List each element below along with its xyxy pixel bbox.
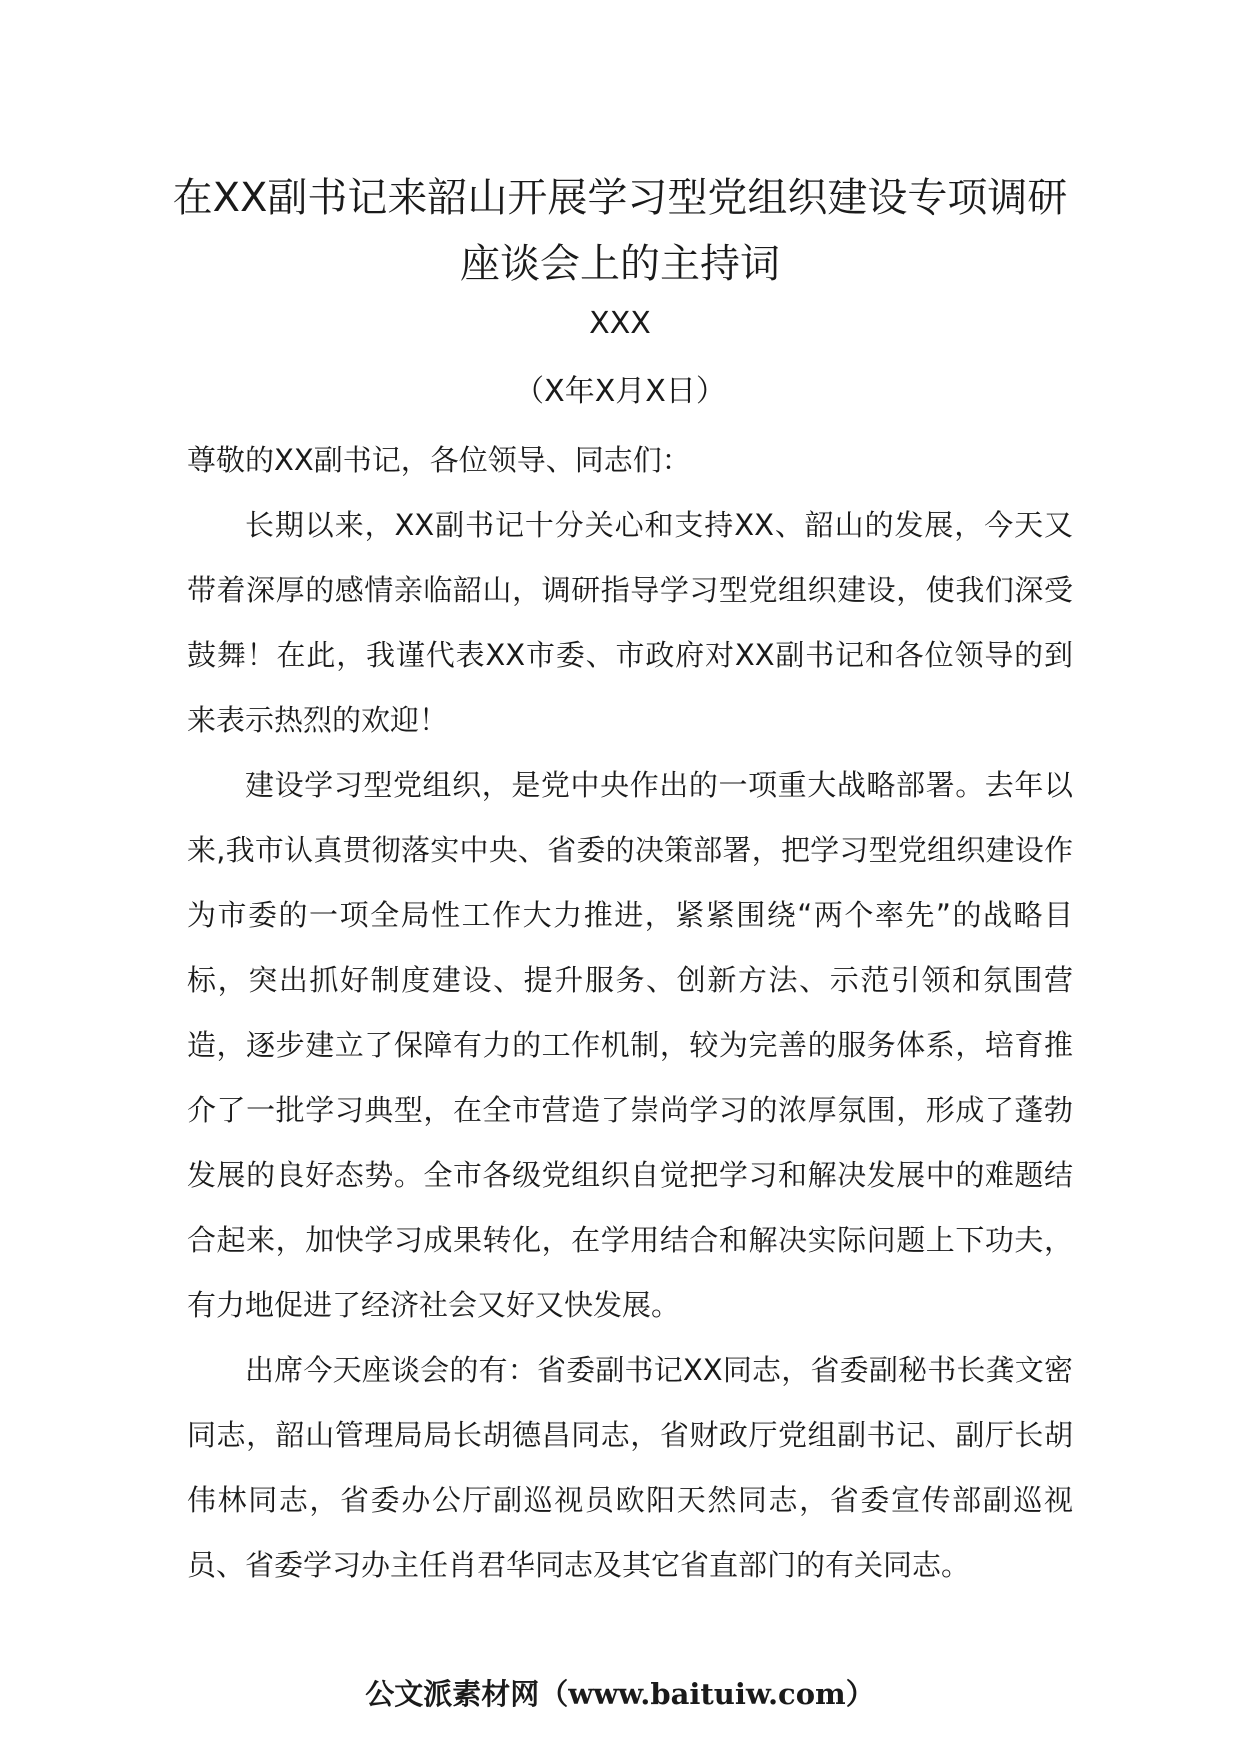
document-author: XXX: [589, 306, 651, 341]
greeting-line: 尊敬的XX副书记，各位领导、同志们：: [187, 443, 691, 477]
paragraph-attendees: 出席今天座谈会的有：省委副书记XX同志，省委副秘书长龚文密同志，韶山管理局局长胡德昌同志，省财政厅党组副书记、副厅长胡伟林同志，省委办公厅副巡视员欧阳天然同志，省委宣传部副巡视员、省委学习办主任肖君华同志及其它省直部门的有关同志。: [187, 1353, 1073, 1582]
document-title-line-2: 座谈会上的主持词: [460, 241, 780, 287]
document-title-line-1: 在XX副书记来韶山开展学习型党组织建设专项调研: [172, 175, 1068, 221]
paragraph-welcome: 长期以来，XX副书记十分关心和支持XX、韶山的发展，今天又带着深厚的感情亲临韶山，调研指导学习型党组织建设，使我们深受鼓舞！在此，我谨代表XX市委、市政府对XX副书记和各位领导的到来表示热烈的欢迎！: [187, 508, 1073, 737]
footer-source-text: 公文派素材网（www.baituiw.com）: [365, 1677, 875, 1711]
paragraph-background: 建设学习型党组织，是党中央作出的一项重大战略部署。去年以来,我市认真贯彻落实中央、省委的决策部署，把学习型党组织建设作为市委的一项全局性工作大力推进，紧紧围绕“两个率先”的战略目标，突出抓好制度建设、提升服务、创新方法、示范引领和氛围营造，逐步建立了保障有力的工作机制，较为完善的服务体系，培育推介了一批学习典型，在全市营造了崇尚学习的浓厚氛围，形成了蓬勃发展的良好态势。全市各级党组织自觉把学习和解决发展中的难题结合起来，加快学习成果转化，在学用结合和解决实际问题上下功夫，有力地促进了经济社会又好又快发展。: [187, 768, 1073, 1322]
document-date: （X年X月X日）: [514, 374, 726, 409]
